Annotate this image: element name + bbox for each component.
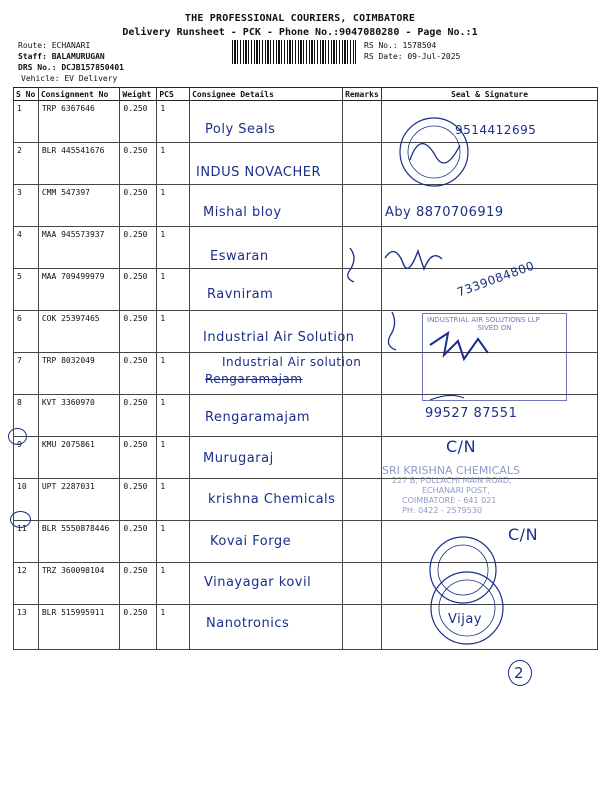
row-consignment: KVT 3360970 [38,395,120,437]
row-consignment: MAA 945573937 [38,227,120,269]
handwritten-signature-text: Vijay [448,612,482,627]
round-seal-inner [438,545,488,595]
row-weight: 0.250 [120,185,157,227]
handwritten-consignee: INDUS NOVACHER [196,165,322,180]
drs-line: DRS No.: DCJB157850401 [18,63,124,72]
handwritten-phone: 7339084800 [455,258,537,300]
row-pcs: 1 [157,311,190,353]
col-signature: Seal & Signature [382,88,598,101]
row-sno: 2 [14,143,39,185]
rs-date-line: RS Date: 09-Jul-2025 [364,52,461,61]
handwritten-consignee: Poly Seals [205,122,276,137]
round-seal [431,572,503,644]
vehicle-line: Vehicle: EV Delivery [21,74,118,83]
handwritten-consignee: Rengaramajam [205,410,311,425]
staff-line: Staff: BALAMURUGAN [18,52,105,61]
stamp-text: COIMBATORE - 641 021 [402,496,497,505]
row-consignment: UPT 2287031 [38,479,120,521]
handwritten-cn-note: C/N [508,525,539,544]
row-consignment: TRZ 360098104 [38,563,120,605]
row-consignment: BLR 445541676 [38,143,120,185]
staff-value: BALAMURUGAN [51,52,105,61]
stamp-text: ECHANARI POST, [422,486,490,495]
round-seal [400,118,468,186]
row-sno: 9 [14,437,39,479]
route-value: ECHANARI [51,41,91,50]
row-sno: 7 [14,353,39,395]
handwritten-consignee: Eswaran [210,249,269,264]
row-weight: 0.250 [120,269,157,311]
row-weight: 0.250 [120,605,157,650]
stamp-text: 227 B, POLLACHI MAIN ROAD, [392,476,512,485]
round-seal-inner [408,126,460,178]
drs-value: DCJB157850401 [61,63,124,72]
row-weight: 0.250 [120,227,157,269]
handwritten-consignee: krishna Chemicals [208,492,336,507]
row-consignment: KMU 2075861 [38,437,120,479]
col-pcs: PCS [157,88,190,101]
rs-date-value: 09-Jul-2025 [407,52,461,61]
round-seal [430,537,496,603]
signature-stroke [410,144,460,163]
row-pcs: 1 [157,563,190,605]
handwritten-page-mark: 2 [514,664,525,682]
handwritten-consignee: Ravniram [207,287,274,302]
row-consignment: BLR 515995911 [38,605,120,650]
col-sno: S No [14,88,39,101]
handwritten-struck-name: Rengaramajam [205,372,303,386]
row-pcs: 1 [157,269,190,311]
row-sno: 5 [14,269,39,311]
stamp-text: SRI KRISHNA CHEMICALS [382,464,520,477]
row-pcs: 1 [157,143,190,185]
row-consignment: CMM 547397 [38,185,120,227]
row-weight: 0.250 [120,479,157,521]
stamp-text: SIVED ON [477,324,512,332]
row-sno: 4 [14,227,39,269]
handwritten-signature-text: Aby 8870706919 [385,205,504,220]
row-pcs: 1 [157,605,190,650]
handwritten-consignee: Vinayagar kovil [204,575,312,590]
row-sno: 10 [14,479,39,521]
row-weight: 0.250 [120,563,157,605]
row-pcs: 1 [157,101,190,143]
signature-stroke [385,251,442,269]
row-consignment: TRP 8032049 [38,353,120,395]
rs-no-line: RS No.: 1578504 [364,41,437,50]
round-seal-inner [439,580,495,636]
row-consignment: BLR 5550878446 [38,521,120,563]
row-sno: 3 [14,185,39,227]
row-pcs: 1 [157,479,190,521]
document-subtitle: Delivery Runsheet - PCK - Phone No.:9047080280 - Page No.:1 [122,27,478,38]
handwritten-consignee: Kovai Forge [210,534,292,549]
signature-stroke [388,312,396,350]
row-weight: 0.250 [120,143,157,185]
col-weight: Weight [120,88,157,101]
row-pcs: 1 [157,437,190,479]
row-pcs: 1 [157,185,190,227]
row-weight: 0.250 [120,521,157,563]
row-sno: 13 [14,605,39,650]
handwritten-cn-note: C/N [446,437,477,456]
row-sno: 6 [14,311,39,353]
row-weight: 0.250 [120,437,157,479]
row-pcs: 1 [157,395,190,437]
row-pcs: 1 [157,353,190,395]
col-consignee: Consignee Details [190,88,343,101]
handwritten-consignee: Industrial Air Solution [203,330,355,345]
stamp-text: INDUSTRIAL AIR SOLUTIONS LLP [427,316,540,324]
col-remarks: Remarks [343,88,382,101]
col-consignment: Consignment No [38,88,120,101]
signature-stroke [348,248,354,282]
signature-stroke [430,395,464,400]
stamp-text: PH: 0422 - 2579530 [402,506,483,515]
handwritten-consignee: Industrial Air solution [222,355,362,369]
row-pcs: 1 [157,521,190,563]
vehicle-value: EV Delivery [64,74,118,83]
handwritten-phone: 99527 87551 [425,406,518,421]
handwritten-consignee: Nanotronics [206,616,290,631]
document-title: THE PROFESSIONAL COURIERS, COIMBATORE [184,13,416,24]
row-consignment: COK 25397465 [38,311,120,353]
row-consignment: TRP 6367646 [38,101,120,143]
row-sno: 8 [14,395,39,437]
row-consignment: MAA 709499979 [38,269,120,311]
row-sno: 1 [14,101,39,143]
rs-no-value: 1578504 [402,41,437,50]
handwritten-phone: 9514412695 [455,123,537,137]
signature-stroke [430,333,488,359]
row-sno: 12 [14,563,39,605]
handwritten-consignee: Mishal bloy [203,205,282,220]
route-line: Route: ECHANARI [18,41,91,50]
row-pcs: 1 [157,227,190,269]
row-weight: 0.250 [120,395,157,437]
row-weight: 0.250 [120,101,157,143]
row-weight: 0.250 [120,353,157,395]
handwritten-consignee: Murugaraj [203,451,274,466]
row-weight: 0.250 [120,311,157,353]
row-sno: 11 [14,521,39,563]
